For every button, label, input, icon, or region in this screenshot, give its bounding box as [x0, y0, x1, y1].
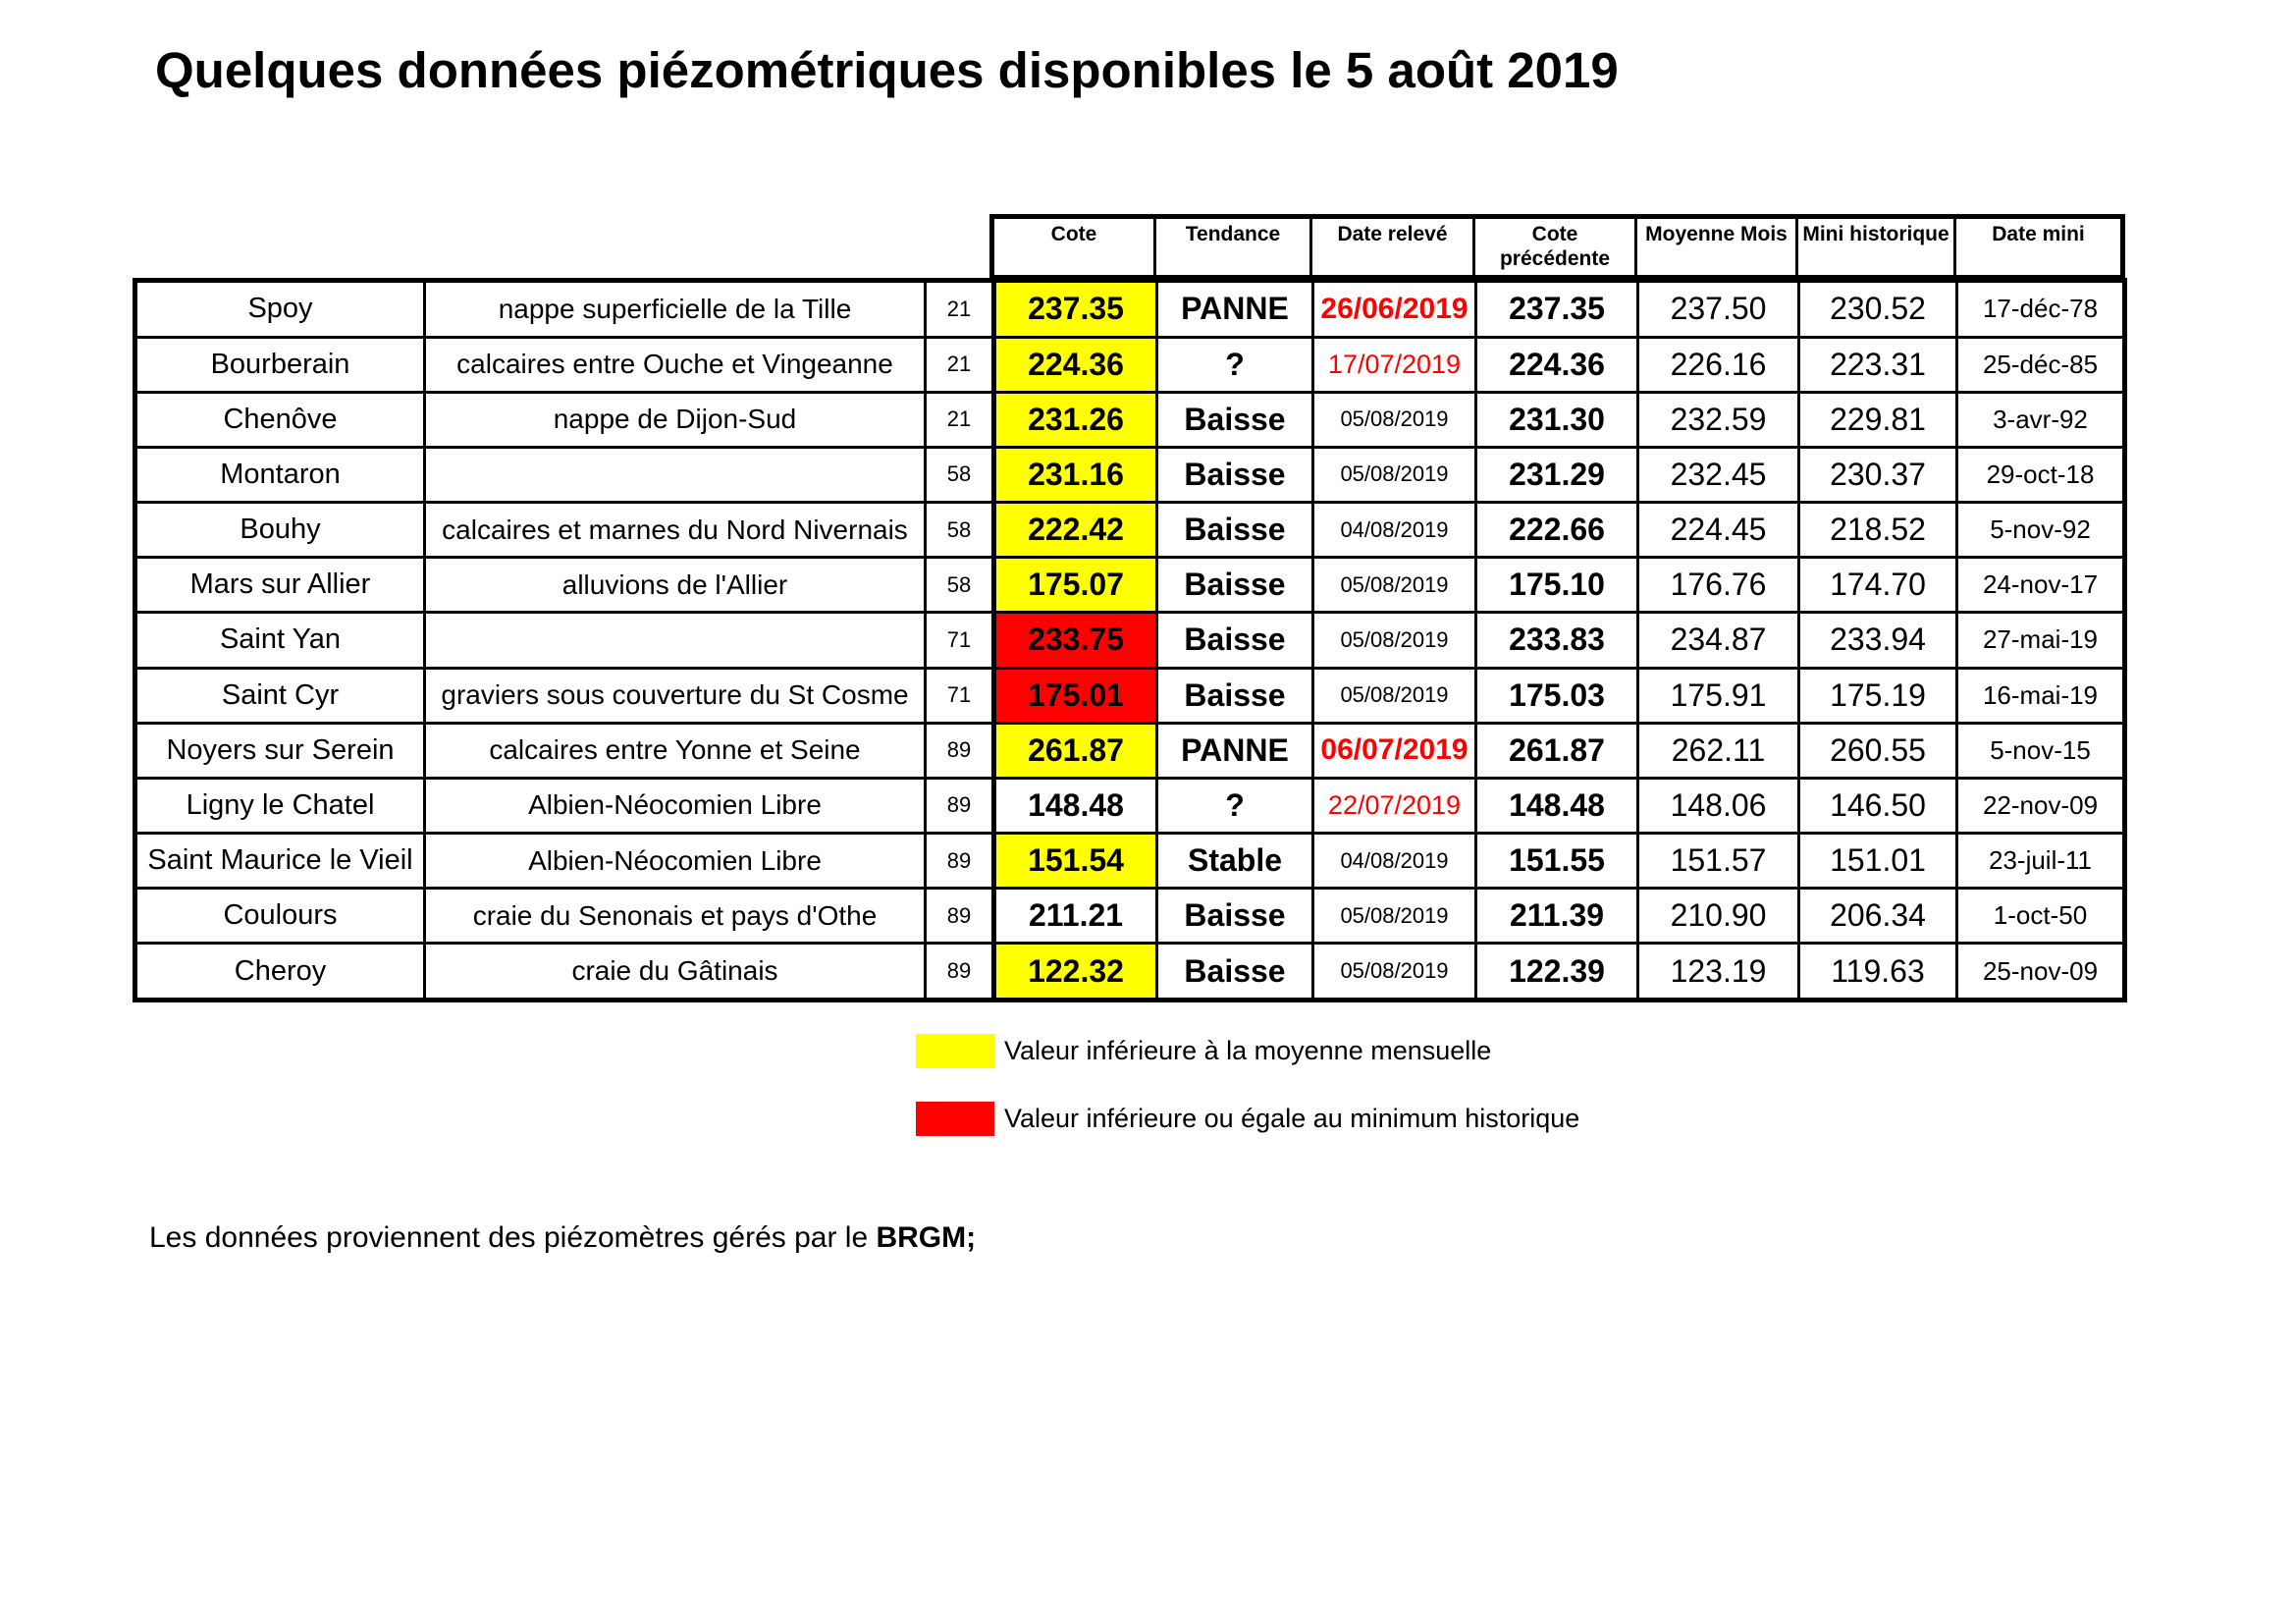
cote-value-cell: 261.87 — [994, 723, 1157, 778]
tendance-cell: Baisse — [1157, 889, 1313, 944]
department-number-cell: 58 — [926, 503, 994, 558]
station-name-cell: Bouhy — [135, 503, 425, 558]
date-releve-cell: 17/07/2019 — [1313, 337, 1476, 392]
cote-precedente-cell: 175.03 — [1476, 668, 1638, 723]
tendance-cell: Baisse — [1157, 558, 1313, 613]
cote-precedente-cell: 211.39 — [1476, 889, 1638, 944]
date-mini-cell: 3-avr-92 — [1957, 392, 2125, 447]
date-mini-cell: 22-nov-09 — [1957, 778, 2125, 833]
cote-precedente-cell: 261.87 — [1476, 723, 1638, 778]
date-releve-cell: 05/08/2019 — [1313, 392, 1476, 447]
source-note-brgm: BRGM; — [876, 1221, 977, 1254]
department-number-cell: 89 — [926, 778, 994, 833]
moyenne-mois-cell: 176.76 — [1638, 558, 1799, 613]
aquifer-name-cell: alluvions de l'Allier — [425, 558, 926, 613]
cote-precedente-cell: 224.36 — [1476, 337, 1638, 392]
date-mini-cell: 5-nov-92 — [1957, 503, 2125, 558]
date-releve-cell: 22/07/2019 — [1313, 778, 1476, 833]
red-swatch — [916, 1102, 994, 1136]
aquifer-name-cell: nappe de Dijon-Sud — [425, 392, 926, 447]
cote-precedente-cell: 151.55 — [1476, 833, 1638, 888]
date-mini-cell: 23-juil-11 — [1957, 833, 2125, 888]
cote-precedente-cell: 233.83 — [1476, 613, 1638, 668]
moyenne-mois-cell: 123.19 — [1638, 944, 1799, 1001]
table-row — [135, 337, 2125, 392]
cote-precedente-cell: 175.10 — [1476, 558, 1638, 613]
header-cote-precedente: Cote précédente — [1474, 217, 1636, 278]
station-name-cell: Noyers sur Serein — [135, 723, 425, 778]
mini-historique-cell: 260.55 — [1799, 723, 1957, 778]
department-number-cell: 58 — [926, 558, 994, 613]
department-number-cell: 21 — [926, 392, 994, 447]
tendance-cell: Baisse — [1157, 944, 1313, 1001]
cote-value-cell: 175.07 — [994, 558, 1157, 613]
piezometric-data-table — [133, 278, 2127, 1002]
mini-historique-cell: 206.34 — [1799, 889, 1957, 944]
moyenne-mois-cell: 232.59 — [1638, 392, 1799, 447]
cote-precedente-cell: 148.48 — [1476, 778, 1638, 833]
moyenne-mois-cell: 151.57 — [1638, 833, 1799, 888]
date-mini-cell: 16-mai-19 — [1957, 668, 2125, 723]
cote-precedente-cell: 231.30 — [1476, 392, 1638, 447]
tendance-cell: ? — [1157, 337, 1313, 392]
legend-label-yellow: Valeur inférieure à la moyenne mensuelle — [1004, 1036, 1492, 1065]
table-row — [135, 668, 2125, 723]
moyenne-mois-cell: 237.50 — [1638, 281, 1799, 338]
department-number-cell: 71 — [926, 613, 994, 668]
table-row — [135, 503, 2125, 558]
moyenne-mois-cell: 226.16 — [1638, 337, 1799, 392]
cote-precedente-cell: 231.29 — [1476, 447, 1638, 502]
source-note — [149, 1221, 976, 1255]
date-mini-cell: 29-oct-18 — [1957, 447, 2125, 502]
department-number-cell: 58 — [926, 447, 994, 502]
cote-value-cell: 122.32 — [994, 944, 1157, 1001]
mini-historique-cell: 230.52 — [1799, 281, 1957, 338]
date-releve-cell: 05/08/2019 — [1313, 889, 1476, 944]
table-header-block — [989, 214, 2125, 280]
table-row — [135, 889, 2125, 944]
header-tendance: Tendance — [1155, 217, 1311, 278]
date-releve-cell: 05/08/2019 — [1313, 944, 1476, 1001]
cote-value-cell: 148.48 — [994, 778, 1157, 833]
table-row — [135, 613, 2125, 668]
mini-historique-cell: 223.31 — [1799, 337, 1957, 392]
mini-historique-cell: 151.01 — [1799, 833, 1957, 888]
source-note-text: Les données proviennent des piézomètres gérés par le — [149, 1221, 877, 1254]
table-row — [135, 944, 2125, 1001]
tendance-cell: PANNE — [1157, 723, 1313, 778]
cote-value-cell: 211.21 — [994, 889, 1157, 944]
aquifer-name-cell: graviers sous couverture du St Cosme — [425, 668, 926, 723]
tendance-cell: Baisse — [1157, 613, 1313, 668]
table-row — [135, 392, 2125, 447]
table-row — [135, 558, 2125, 613]
date-mini-cell: 25-nov-09 — [1957, 944, 2125, 1001]
department-number-cell: 89 — [926, 889, 994, 944]
header-moyenne-mois: Moyenne Mois — [1636, 217, 1797, 278]
aquifer-name-cell: Albien-Néocomien Libre — [425, 778, 926, 833]
legend-item-red — [916, 1102, 1579, 1136]
table-row — [135, 833, 2125, 888]
date-mini-cell: 24-nov-17 — [1957, 558, 2125, 613]
moyenne-mois-cell: 224.45 — [1638, 503, 1799, 558]
station-name-cell: Mars sur Allier — [135, 558, 425, 613]
department-number-cell: 21 — [926, 281, 994, 338]
moyenne-mois-cell: 175.91 — [1638, 668, 1799, 723]
aquifer-name-cell — [425, 447, 926, 502]
date-releve-cell: 05/08/2019 — [1313, 668, 1476, 723]
page-title: Quelques données piézométriques disponibles le 5 août 2019 — [155, 42, 1619, 98]
date-mini-cell: 1-oct-50 — [1957, 889, 2125, 944]
date-mini-cell: 25-déc-85 — [1957, 337, 2125, 392]
mini-historique-cell: 146.50 — [1799, 778, 1957, 833]
header-mini-historique: Mini historique — [1797, 217, 1955, 278]
header-row — [992, 217, 2123, 278]
aquifer-name-cell: calcaires et marnes du Nord Nivernais — [425, 503, 926, 558]
date-releve-cell: 04/08/2019 — [1313, 503, 1476, 558]
mini-historique-cell: 230.37 — [1799, 447, 1957, 502]
department-number-cell: 21 — [926, 337, 994, 392]
cote-precedente-cell: 222.66 — [1476, 503, 1638, 558]
aquifer-name-cell: calcaires entre Yonne et Seine — [425, 723, 926, 778]
cote-value-cell: 175.01 — [994, 668, 1157, 723]
tendance-cell: ? — [1157, 778, 1313, 833]
table-row — [135, 447, 2125, 502]
table-row — [135, 778, 2125, 833]
header-date-mini: Date mini — [1955, 217, 2123, 278]
station-name-cell: Saint Cyr — [135, 668, 425, 723]
aquifer-name-cell — [425, 613, 926, 668]
tendance-cell: Baisse — [1157, 447, 1313, 502]
aquifer-name-cell: craie du Gâtinais — [425, 944, 926, 1001]
mini-historique-cell: 233.94 — [1799, 613, 1957, 668]
aquifer-name-cell: calcaires entre Ouche et Vingeanne — [425, 337, 926, 392]
cote-value-cell: 224.36 — [994, 337, 1157, 392]
cote-value-cell: 231.26 — [994, 392, 1157, 447]
department-number-cell: 89 — [926, 723, 994, 778]
tendance-cell: Baisse — [1157, 668, 1313, 723]
station-name-cell: Ligny le Chatel — [135, 778, 425, 833]
department-number-cell: 89 — [926, 833, 994, 888]
cote-value-cell: 233.75 — [994, 613, 1157, 668]
date-mini-cell: 5-nov-15 — [1957, 723, 2125, 778]
date-releve-cell: 06/07/2019 — [1313, 723, 1476, 778]
station-name-cell: Chenôve — [135, 392, 425, 447]
yellow-swatch — [916, 1034, 994, 1068]
station-name-cell: Saint Yan — [135, 613, 425, 668]
date-releve-cell: 04/08/2019 — [1313, 833, 1476, 888]
date-releve-cell: 05/08/2019 — [1313, 613, 1476, 668]
moyenne-mois-cell: 234.87 — [1638, 613, 1799, 668]
mini-historique-cell: 174.70 — [1799, 558, 1957, 613]
department-number-cell: 71 — [926, 668, 994, 723]
mini-historique-cell: 229.81 — [1799, 392, 1957, 447]
moyenne-mois-cell: 210.90 — [1638, 889, 1799, 944]
legend-item-yellow — [916, 1034, 1491, 1068]
tendance-cell: PANNE — [1157, 281, 1313, 338]
aquifer-name-cell: nappe superficielle de la Tille — [425, 281, 926, 338]
department-number-cell: 89 — [926, 944, 994, 1001]
aquifer-name-cell: craie du Senonais et pays d'Othe — [425, 889, 926, 944]
station-name-cell: Saint Maurice le Vieil — [135, 833, 425, 888]
header-date-releve: Date relevé — [1311, 217, 1474, 278]
station-name-cell: Coulours — [135, 889, 425, 944]
tendance-cell: Baisse — [1157, 392, 1313, 447]
header-cote: Cote — [992, 217, 1155, 278]
date-mini-cell: 17-déc-78 — [1957, 281, 2125, 338]
table-row — [135, 723, 2125, 778]
date-releve-cell: 26/06/2019 — [1313, 281, 1476, 338]
date-releve-cell: 05/08/2019 — [1313, 447, 1476, 502]
station-name-cell: Montaron — [135, 447, 425, 502]
cote-precedente-cell: 122.39 — [1476, 944, 1638, 1001]
mini-historique-cell: 218.52 — [1799, 503, 1957, 558]
moyenne-mois-cell: 232.45 — [1638, 447, 1799, 502]
cote-value-cell: 151.54 — [994, 833, 1157, 888]
tendance-cell: Baisse — [1157, 503, 1313, 558]
station-name-cell: Cheroy — [135, 944, 425, 1001]
moyenne-mois-cell: 148.06 — [1638, 778, 1799, 833]
station-name-cell: Bourberain — [135, 337, 425, 392]
moyenne-mois-cell: 262.11 — [1638, 723, 1799, 778]
mini-historique-cell: 175.19 — [1799, 668, 1957, 723]
table-row — [135, 281, 2125, 338]
cote-value-cell: 237.35 — [994, 281, 1157, 338]
legend-label-red: Valeur inférieure ou égale au minimum historique — [1004, 1104, 1580, 1133]
tendance-cell: Stable — [1157, 833, 1313, 888]
cote-precedente-cell: 237.35 — [1476, 281, 1638, 338]
date-mini-cell: 27-mai-19 — [1957, 613, 2125, 668]
aquifer-name-cell: Albien-Néocomien Libre — [425, 833, 926, 888]
date-releve-cell: 05/08/2019 — [1313, 558, 1476, 613]
cote-value-cell: 222.42 — [994, 503, 1157, 558]
cote-value-cell: 231.16 — [994, 447, 1157, 502]
mini-historique-cell: 119.63 — [1799, 944, 1957, 1001]
station-name-cell: Spoy — [135, 281, 425, 338]
